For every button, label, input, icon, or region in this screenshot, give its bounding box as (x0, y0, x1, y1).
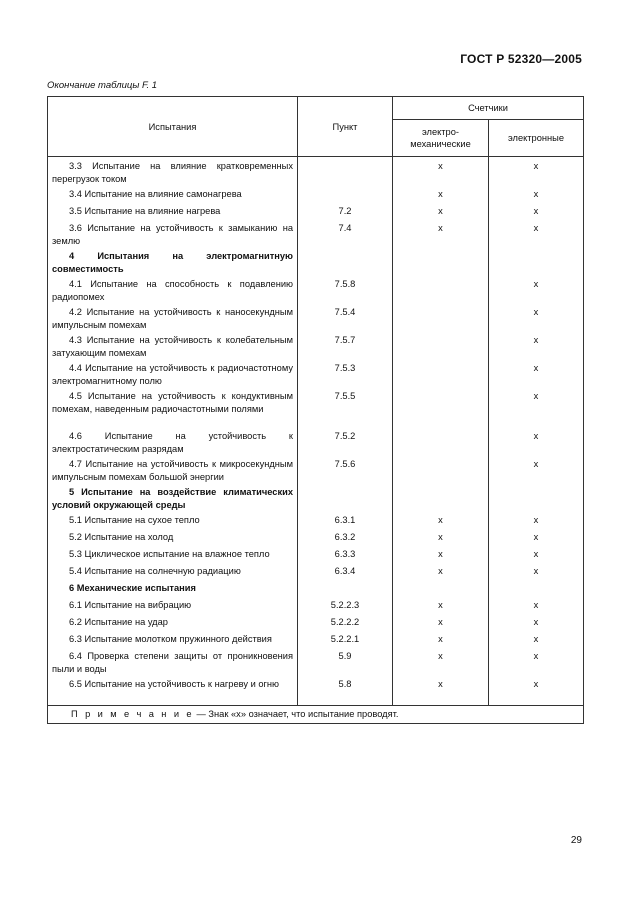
table-row (48, 457, 584, 485)
test-name: 4.3 Испытание на устойчивость к колебательным затухающим помехам (52, 335, 293, 358)
table-row (48, 429, 584, 457)
table-row (48, 221, 584, 249)
table-row (48, 305, 584, 333)
electronic-mark: x (533, 363, 539, 373)
clause-cell: 7.2 (338, 206, 352, 216)
electromech-mark (393, 277, 488, 278)
electromech-mark: x (438, 189, 443, 199)
table-row (48, 677, 584, 706)
electromech-mark: x (438, 223, 443, 233)
electromech-mark: x (438, 600, 443, 610)
electromech-mark (393, 429, 488, 430)
electronic-mark: x (533, 459, 539, 469)
test-name: 6 Механические испытания (69, 583, 196, 593)
test-name: 5 Испытание на воздействие климатических условий окружающей среды (52, 487, 293, 510)
electronic-mark: x (533, 679, 539, 689)
clause-cell: 5.2.2.2 (330, 617, 360, 627)
clause-cell: 5.2.2.1 (330, 634, 360, 644)
electronic-mark (489, 581, 583, 582)
electronic-mark: x (533, 307, 539, 317)
electronic-mark: x (533, 515, 539, 525)
clause-cell: 6.3.4 (334, 566, 356, 576)
test-name: 3.4 Испытание на влияние самонагрева (69, 189, 242, 199)
clause-cell: 7.5.8 (334, 279, 356, 289)
electromech-mark: x (438, 532, 443, 542)
electromech-mark: x (438, 161, 443, 171)
clause-cell: 7.5.3 (334, 363, 356, 373)
electronic-mark (489, 249, 583, 250)
table-row (48, 615, 584, 632)
electromech-mark (393, 249, 488, 250)
clause-cell: 7.5.5 (334, 391, 356, 401)
table-row (48, 513, 584, 530)
clause-cell: 7.5.2 (334, 431, 356, 441)
test-name: 4 Испытания на электромагнитную совместимость (52, 251, 293, 274)
test-name: 4.1 Испытание на способность к подавлению радиопомех (52, 279, 293, 302)
table-body (48, 157, 584, 706)
electronic-mark: x (533, 206, 539, 216)
electromech-mark (393, 361, 488, 362)
standard-header: ГОСТ Р 52320—2005 (460, 52, 582, 66)
clause-cell: 6.3.2 (334, 532, 356, 542)
clause-cell (298, 187, 392, 188)
col-header-tests: Испытания (48, 97, 298, 157)
test-name: 6.4 Проверка степени защиты от проникновения пыли и воды (52, 651, 293, 674)
clause-cell (298, 581, 392, 582)
table-caption: Окончание таблицы F. 1 (47, 80, 158, 91)
table-row (48, 581, 584, 598)
table-row (48, 598, 584, 615)
table-note (48, 706, 584, 724)
electromech-mark (393, 581, 488, 582)
electromech-mark: x (438, 651, 443, 661)
test-name: 6.5 Испытание на устойчивость к нагреву и огню (69, 679, 280, 689)
electromech-mark (393, 457, 488, 458)
electromech-mark (393, 305, 488, 306)
electromech-mark: x (438, 206, 443, 216)
test-name: 5.3 Циклическое испытание на влажное тепло (69, 549, 270, 559)
table-row (48, 361, 584, 389)
electronic-mark: x (533, 223, 539, 233)
clause-cell: 7.5.4 (334, 307, 356, 317)
clause-cell: 5.8 (338, 679, 352, 689)
table-row (48, 277, 584, 305)
test-name: 5.2 Испытание на холод (69, 532, 174, 542)
electromech-mark (393, 485, 488, 486)
table-row (48, 389, 584, 429)
electromech-mark: x (438, 617, 443, 627)
test-name: 4.5 Испытание на устойчивость к кондуктивным помехам, наведенным радиочастотными полями (52, 391, 293, 414)
clause-cell: 5.9 (338, 651, 352, 661)
electronic-mark: x (533, 391, 539, 401)
electronic-mark: x (533, 279, 539, 289)
col-header-electronic: электронные (489, 120, 584, 157)
clause-cell: 7.4 (338, 223, 352, 233)
clause-cell: 7.5.6 (334, 459, 356, 469)
electronic-mark: x (533, 335, 539, 345)
test-name: 5.4 Испытание на солнечную радиацию (69, 566, 241, 576)
note-text: — Знак «х» означает, что испытание проводят. (193, 709, 399, 719)
table-row (48, 530, 584, 547)
electromech-mark (393, 389, 488, 390)
electronic-mark: x (533, 617, 539, 627)
table-row (48, 204, 584, 221)
col-header-meters: Счетчики (393, 97, 584, 120)
electromech-mark: x (438, 634, 443, 644)
test-name: 3.3 Испытание на влияние кратковременных перегрузок током (52, 161, 293, 184)
table-row (48, 564, 584, 581)
test-name: 4.7 Испытание на устойчивость к микросекундным импульсным помехам большой энергии (52, 459, 293, 482)
electronic-mark: x (533, 189, 539, 199)
test-name: 4.2 Испытание на устойчивость к наносекундным импульсным помехам (52, 307, 293, 330)
table-row (48, 249, 584, 277)
electronic-mark: x (533, 600, 539, 610)
test-name: 5.1 Испытание на сухое тепло (69, 515, 200, 525)
electromech-mark: x (438, 679, 443, 689)
clause-cell: 7.5.7 (334, 335, 356, 345)
col-header-clause: Пункт (298, 97, 393, 157)
table-row (48, 547, 584, 564)
electromech-mark: x (438, 566, 443, 576)
test-name: 6.1 Испытание на вибрацию (69, 600, 192, 610)
electronic-mark: x (533, 634, 539, 644)
table-row (48, 187, 584, 204)
electronic-mark: x (533, 566, 539, 576)
electronic-mark: x (533, 651, 539, 661)
electronic-mark: x (533, 532, 539, 542)
table-row (48, 157, 584, 188)
test-name: 6.3 Испытание молотком пружинного действия (69, 634, 272, 644)
clause-cell (298, 485, 392, 486)
clause-cell (298, 159, 392, 160)
electromech-mark: x (438, 549, 443, 559)
table-row (48, 333, 584, 361)
clause-cell: 6.3.1 (334, 515, 356, 525)
test-name: 3.6 Испытание на устойчивость к замыканию на землю (52, 223, 293, 246)
electronic-mark: x (533, 549, 539, 559)
test-name: 4.4 Испытание на устойчивость к радиочастотному электромагнитному полю (52, 363, 293, 386)
electronic-mark (489, 485, 583, 486)
electronic-mark: x (533, 431, 539, 441)
clause-cell: 6.3.3 (334, 549, 356, 559)
clause-cell: 5.2.2.3 (330, 600, 360, 610)
page-number: 29 (570, 835, 582, 846)
electromech-mark: x (438, 515, 443, 525)
test-name: 3.5 Испытание на влияние нагрева (69, 206, 221, 216)
table-row (48, 649, 584, 677)
electromech-mark (393, 333, 488, 334)
note-label: П р и м е ч а н и е (71, 709, 194, 719)
tests-table (47, 96, 584, 724)
test-name: 4.6 Испытание на устойчивость к электростатическим разрядам (52, 431, 293, 454)
electronic-mark: x (533, 161, 539, 171)
test-name: 6.2 Испытание на удар (69, 617, 168, 627)
col-header-electromech: электро-механические (393, 120, 489, 157)
table-row (48, 485, 584, 513)
clause-cell (298, 249, 392, 250)
table-row (48, 632, 584, 649)
